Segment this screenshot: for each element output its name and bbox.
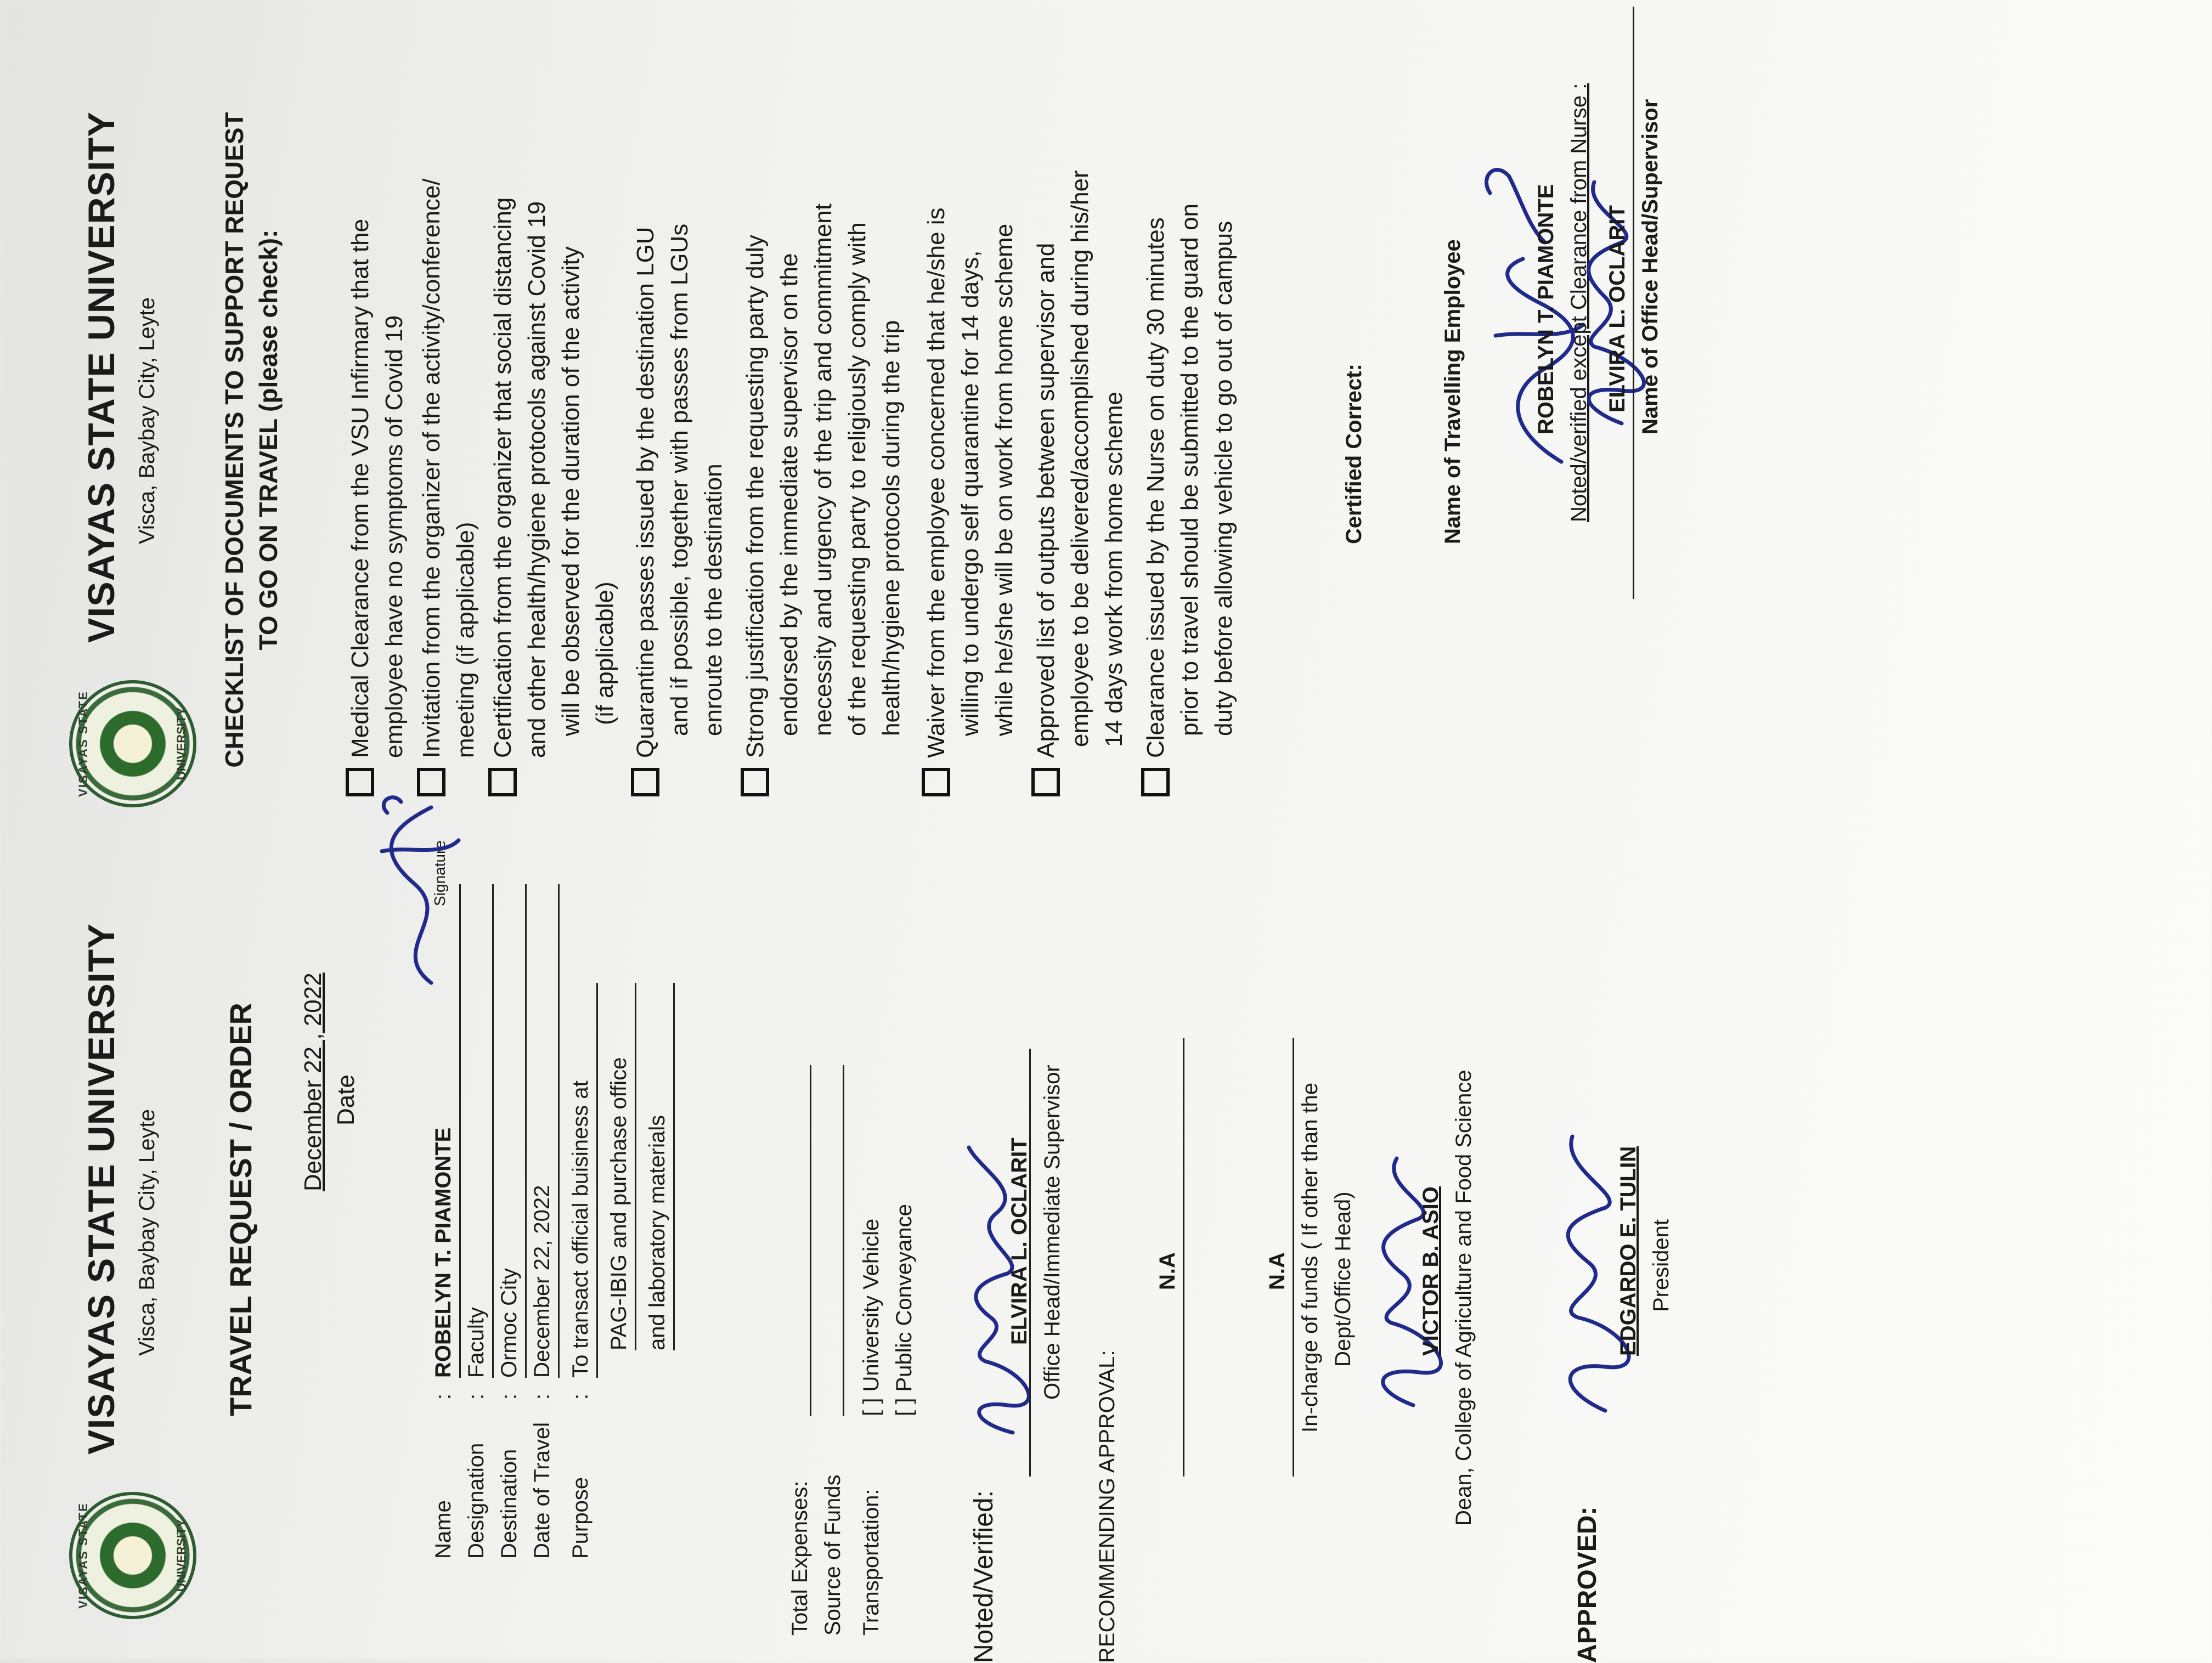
item-line: Approved list of outputs between supervisor and (1032, 242, 1059, 758)
travel-request-page (36, 829, 2176, 1663)
checklist-item-text (415, 45, 483, 758)
item-line: duty before allowing vehicle to go out of campus (1210, 220, 1237, 736)
source-of-funds-label: Source of Funds (821, 1474, 845, 1636)
checklist-item-text (629, 45, 731, 758)
checklist-item-text (1139, 45, 1241, 758)
destination-label: Destination (497, 1449, 521, 1559)
document-sheet (36, 18, 2176, 1663)
funds-na: N.A (1265, 1252, 1289, 1290)
supervisor-title: Office Head/Immediate Supervisor (1040, 1065, 1064, 1400)
office-head-name: ELVIRA L. OCLARIT (1605, 205, 1629, 412)
seal-top-text: VISAYAS STATE (76, 691, 90, 797)
checklist-item-text (486, 45, 622, 758)
item-line: of the requesting party to religiously comply with (844, 222, 871, 736)
date-of-travel-value: December 22, 2022 (530, 884, 560, 1378)
item-line: necessity and urgency of the trip and commitment (810, 203, 837, 736)
colon: : (530, 1393, 554, 1400)
form-title: TRAVEL REQUEST / ORDER (223, 1002, 258, 1416)
item-line: employee have no symptoms of Covid 19 (381, 315, 408, 758)
funds-line (1293, 1038, 1294, 1477)
colon: : (568, 1393, 592, 1400)
item-line: Quarantine passes issued by the destination LGU (632, 227, 659, 758)
signature-label: Signature (431, 840, 448, 906)
item-line: Certification from the organizer that social distancing (489, 197, 516, 758)
checklist-item-text (919, 45, 1022, 758)
employee-name: ROBELYN T. PIAMONTE (1534, 184, 1558, 434)
office-head-label: Name of Office Head/Supervisor (1638, 99, 1662, 434)
supervisor-name: ELVIRA L. OCLARIT (1007, 1138, 1031, 1345)
university-address: Visca, Baybay City, Leyte (135, 1109, 159, 1356)
seal-bottom-text: UNIVERSITY (174, 707, 188, 780)
noted-verified-label: Noted/Verified: (969, 1490, 998, 1663)
item-line: (if applicable) (591, 581, 618, 725)
item-line: meeting (if applicable) (452, 522, 479, 758)
designation-value: Faculty (464, 884, 494, 1378)
checkbox[interactable] (417, 768, 445, 796)
transport-option-university-vehicle[interactable]: [ ] University Vehicle (859, 1218, 883, 1416)
transportation-label: Transportation: (859, 1489, 883, 1636)
transport-option-public-conveyance[interactable]: [ ] Public Conveyance (892, 1204, 916, 1416)
item-line: Clearance issued by the Nurse on duty 30 minutes (1142, 217, 1169, 758)
checklist-title-line-2: TO GO ON TRAVEL (please check): (254, 229, 283, 651)
item-line: willing to undergo self quarantine for 14 days, (957, 250, 984, 736)
seal-top-text: VISAYAS STATE (76, 1502, 90, 1609)
university-name: VISAYAS STATE UNIVERSITY (81, 923, 122, 1455)
item-line: and other health/hygiene protocols against Covid 19 (523, 201, 550, 758)
date-label: Date (332, 1074, 359, 1125)
checklist-title-line-1: CHECKLIST OF DOCUMENTS TO SUPPORT REQUEST (220, 112, 249, 768)
item-line: employee to be delivered/accomplished during his/her (1066, 170, 1093, 747)
checkbox[interactable] (922, 768, 950, 796)
funds-label-line-1: In-charge of funds ( If other than the (1298, 1082, 1322, 1433)
checklist-page (36, 18, 2176, 829)
approved-label: APPROVED: (1573, 1506, 1602, 1663)
item-line: prior to travel should be submitted to the guard on (1176, 203, 1203, 736)
item-line: Waiver from the employee concerned that he/she is (923, 207, 950, 758)
date-of-travel-label: Date of Travel (530, 1422, 554, 1559)
checkbox[interactable] (1141, 768, 1170, 796)
checkbox[interactable] (631, 768, 659, 796)
colon: : (497, 1393, 521, 1400)
university-seal (69, 1492, 196, 1619)
checkbox[interactable] (1031, 768, 1060, 796)
purpose-line-1: To transact official buisiness at (568, 983, 598, 1378)
recommending-na: N.A (1155, 1252, 1180, 1290)
item-line: endorsed by the immediate supervisor on the (776, 253, 803, 736)
item-line: health/hygiene protocols during the trip (878, 320, 905, 736)
destination-value: Ormoc City (497, 884, 527, 1378)
certified-correct-label: Certified Correct: (1342, 364, 1366, 544)
checkbox[interactable] (488, 768, 517, 796)
president-name: EDGARDO E. TULIN (1616, 1146, 1640, 1356)
item-line: Invitation from the organizer of the activity/conference/ (418, 178, 445, 758)
university-name-checklist: VISAYAS STATE UNIVERSITY (81, 111, 122, 643)
item-line: and if possible, together with passes from LGUs (666, 223, 693, 736)
checklist-title (217, 83, 285, 796)
office-head-line (1633, 7, 1634, 599)
item-line: 14 days work from home scheme (1101, 391, 1127, 747)
checklist-item-text (738, 45, 909, 758)
request-date: December 22 , 2022 (300, 972, 326, 1191)
dean-title: Dean, College of Agriculture and Food Science (1452, 1070, 1476, 1526)
checklist-item-text (1029, 45, 1131, 758)
recommending-approval-label: RECOMMENDING APPROVAL: (1095, 1350, 1119, 1663)
checkbox[interactable] (346, 768, 374, 796)
seal-bottom-text: UNIVERSITY (174, 1519, 188, 1592)
total-expenses-line (810, 1065, 811, 1416)
checklist-item-text (343, 45, 411, 758)
university-seal-checklist (69, 680, 196, 807)
item-line: Strong justification from the requesting party duly (742, 235, 769, 758)
name-value: ROBELYN T. PIAMONTE (431, 884, 461, 1378)
item-line: while he/she will be on work from home scheme (991, 223, 1018, 736)
funds-label-line-2: Dept/Office Head) (1331, 1191, 1355, 1367)
total-expenses-label: Total Expenses: (788, 1480, 812, 1636)
purpose-label: Purpose (568, 1477, 592, 1559)
item-line: Medical Clearance from the VSU Infirmary that the (347, 218, 374, 758)
noted-nurse-label: Noted/verified except Clearance from Nurse : (1567, 83, 1591, 522)
president-title: President (1649, 1219, 1673, 1312)
designation-label: Designation (464, 1443, 488, 1559)
source-of-funds-line (843, 1065, 844, 1416)
employee-name-label: Name of Travelling Employee (1441, 239, 1465, 544)
purpose-line-3: and laboratory materials (645, 983, 675, 1350)
purpose-line-2: PAG-IBIG and purchase office (607, 983, 636, 1350)
recommending-line (1183, 1038, 1184, 1477)
colon: : (431, 1393, 455, 1400)
name-label: Name (431, 1500, 455, 1559)
colon: : (464, 1393, 488, 1400)
item-line: enroute to the destination (700, 463, 727, 736)
university-address-checklist: Visca, Baybay City, Leyte (135, 297, 159, 544)
item-line: will be observed for the duration of the activity (557, 246, 584, 736)
dean-name: VICTOR B. ASIO (1419, 1186, 1443, 1356)
checkbox[interactable] (741, 768, 769, 796)
